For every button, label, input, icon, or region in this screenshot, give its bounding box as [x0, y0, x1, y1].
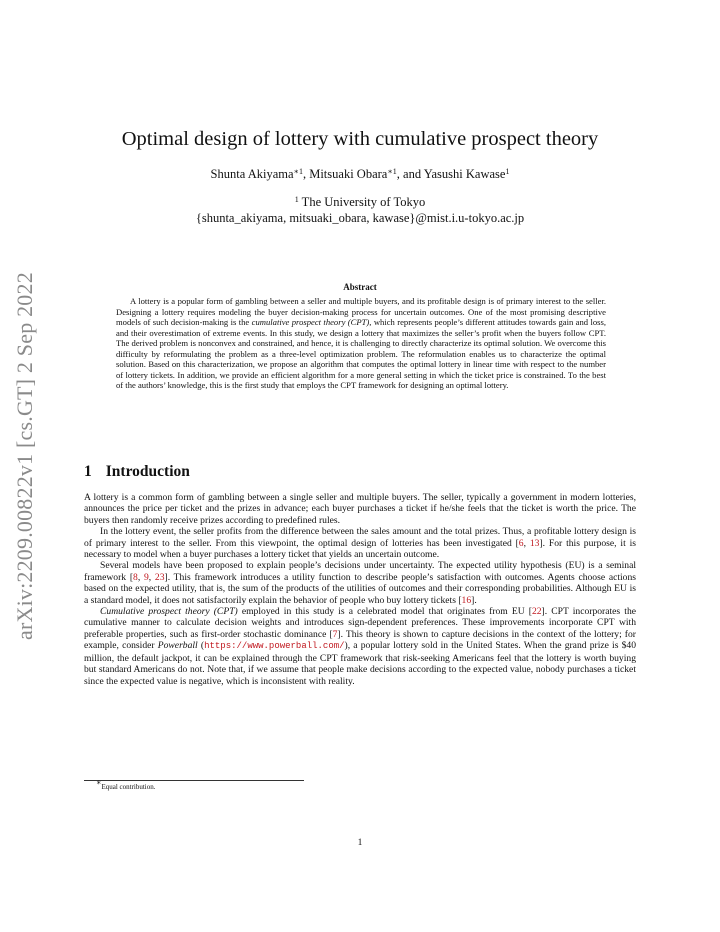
text-run: In the lottery event, the seller profits from the difference between the sales amount and the total prizes. Thus, a profitable lottery design is of primary interest to the seller. From this viewpoint, the optimal design of lotteries has been investigated [ [84, 526, 636, 549]
text-run: , [137, 571, 144, 583]
section-title: Introduction [105, 463, 190, 480]
paragraph [84, 560, 636, 606]
text-run: Several models have been proposed to explain people’s decisions under uncertainty. The expected utility hypothesis (EU) is a seminal framework [ [84, 560, 636, 583]
citation-link[interactable]: 23 [154, 571, 165, 583]
affiliation-mark: 1 [294, 195, 299, 204]
paragraph [84, 526, 636, 560]
citation-link[interactable]: 9 [143, 571, 149, 583]
introduction-body [84, 492, 636, 687]
text-run: ]. [471, 594, 477, 606]
citation-link[interactable]: 8 [133, 571, 138, 583]
powerball-url-link[interactable]: https://www.powerball.com/ [204, 641, 345, 652]
author-name: Mitsuaki Obara [309, 167, 388, 181]
text-run: ]. For this purpose, it is necessary to model when a buyer purchases a lottery ticket that yields an uncertain outcome. [84, 537, 637, 561]
citation-link[interactable]: 22 [531, 606, 542, 618]
author-mark: 1 [505, 167, 510, 176]
abstract-text [116, 296, 606, 391]
text-run: ), a popular lottery sold in the United States. When the grand prize is $40 million, the default jackpot, it can be explained through the CPT framework that risk-seeking Americans feel that the lottery is worth buying but standard Americans do not. Note that, if we assume that people make decisions according to the expected value, nobody purchases a ticket since the expected value is negative, which is inconsistent with reality. [84, 640, 637, 687]
author-name: Yasushi Kawase [423, 167, 506, 181]
text-run: ]. This theory is shown to capture decisions in the context of the lottery; for example, consider [84, 628, 636, 652]
footnote-divider [84, 780, 304, 781]
affiliation [0, 194, 720, 226]
author-name: Shunta Akiyama [210, 167, 294, 181]
citation-link[interactable]: 13 [529, 537, 540, 549]
author-emails: {shunta_akiyama, mitsuaki_obara, kawase}@mist.i.u-tokyo.ac.jp [195, 211, 525, 225]
citation-link[interactable]: 7 [332, 628, 338, 640]
arxiv-identifier: arXiv:2209.00822v1 [cs.GT] 2 Sep 2022 [12, 272, 37, 640]
footnote-text: Equal contribution. [101, 783, 156, 791]
footnote [96, 778, 156, 791]
text-run: ( [197, 640, 205, 652]
abstract-part: A lottery is a popular form of gambling between a seller and multiple buyers, and its profitable design is of primary interest to the seller. Designing a lottery requires modeling the buyer decision-making process for uncertain outcomes. One of the most promising descriptive models of such decision-making is the [116, 296, 606, 328]
author-list [0, 167, 720, 182]
text-run: , [148, 571, 155, 583]
abstract-part: , which represents people’s different attitudes towards gain and loss, and their overestimation of extreme events. In this study, we design a lottery that maximizes the seller’s profit when the buyers follow CPT. The derived problem is nonconvex and constrained, and hence, it is challenging to directly characterize its optimal solution. We overcome this difficulty by reformulating the problem as a three-level optimization problem. The reformulation enables us to characterize the optimal solution. Based on this characterization, we propose an algorithm that computes the optimal lottery in linear time with respect to the number of lottery tickets. In addition, we provide an efficient algorithm for a more general setting in which the ticket price is constrained. To the best of the authors’ knowledge, this is the first study that employs the CPT framework for designing an optimal lottery. [116, 317, 606, 391]
author-separator: , [302, 167, 310, 181]
footnote-mark: ∗ [96, 778, 102, 787]
abstract-heading: Abstract [343, 282, 377, 292]
paragraph [84, 606, 636, 687]
author-mark: ∗1 [387, 167, 397, 176]
citation-link[interactable]: 6 [518, 537, 524, 549]
page-number: 1 [357, 838, 363, 848]
citation-link[interactable]: 16 [461, 594, 472, 606]
text-run: employed in this study is a celebrated model that originates from EU [ [237, 606, 532, 618]
emphasis: Cumulative prospect theory (CPT) [100, 606, 238, 618]
section-number: 1 [84, 463, 92, 480]
author-separator: , and [396, 167, 424, 181]
text-run: , [523, 537, 530, 549]
author-mark: ∗1 [293, 167, 303, 176]
affiliation-name: The University of Tokyo [298, 195, 426, 209]
paper-title: Optimal design of lottery with cumulative prospect theory [121, 128, 599, 150]
section-heading [84, 463, 190, 481]
abstract-emphasis: cumulative prospect theory (CPT) [251, 317, 370, 328]
paragraph: A lottery is a common form of gambling between a single seller and multiple buyers. The seller, typically a government in modern lotteries, announces the price per ticket and the prizes in advance; each buyer purchases a ticket if he/she feels that the ticket is worth the price. The buyers then randomly receive prizes according to predefined rules. [84, 492, 636, 526]
emphasis: Powerball [157, 640, 198, 652]
text-run: ]. This framework introduces a utility function to describe people’s satisfaction with outcomes. Agents choose actions based on the expected utility, that is, the sum of the products of the utilities of outcomes and their corresponding probabilities. Although EU is a standard model, it does not satisfactorily explain the behavior of people who buy lottery tickets [ [84, 571, 637, 606]
text-run: ]. CPT incorporates the cumulative manner to calculate decision weights and introduces sign-dependent preferences. These improvements incorporate CPT with preferable properties, such as first-order stochastic dominance [ [84, 606, 636, 640]
